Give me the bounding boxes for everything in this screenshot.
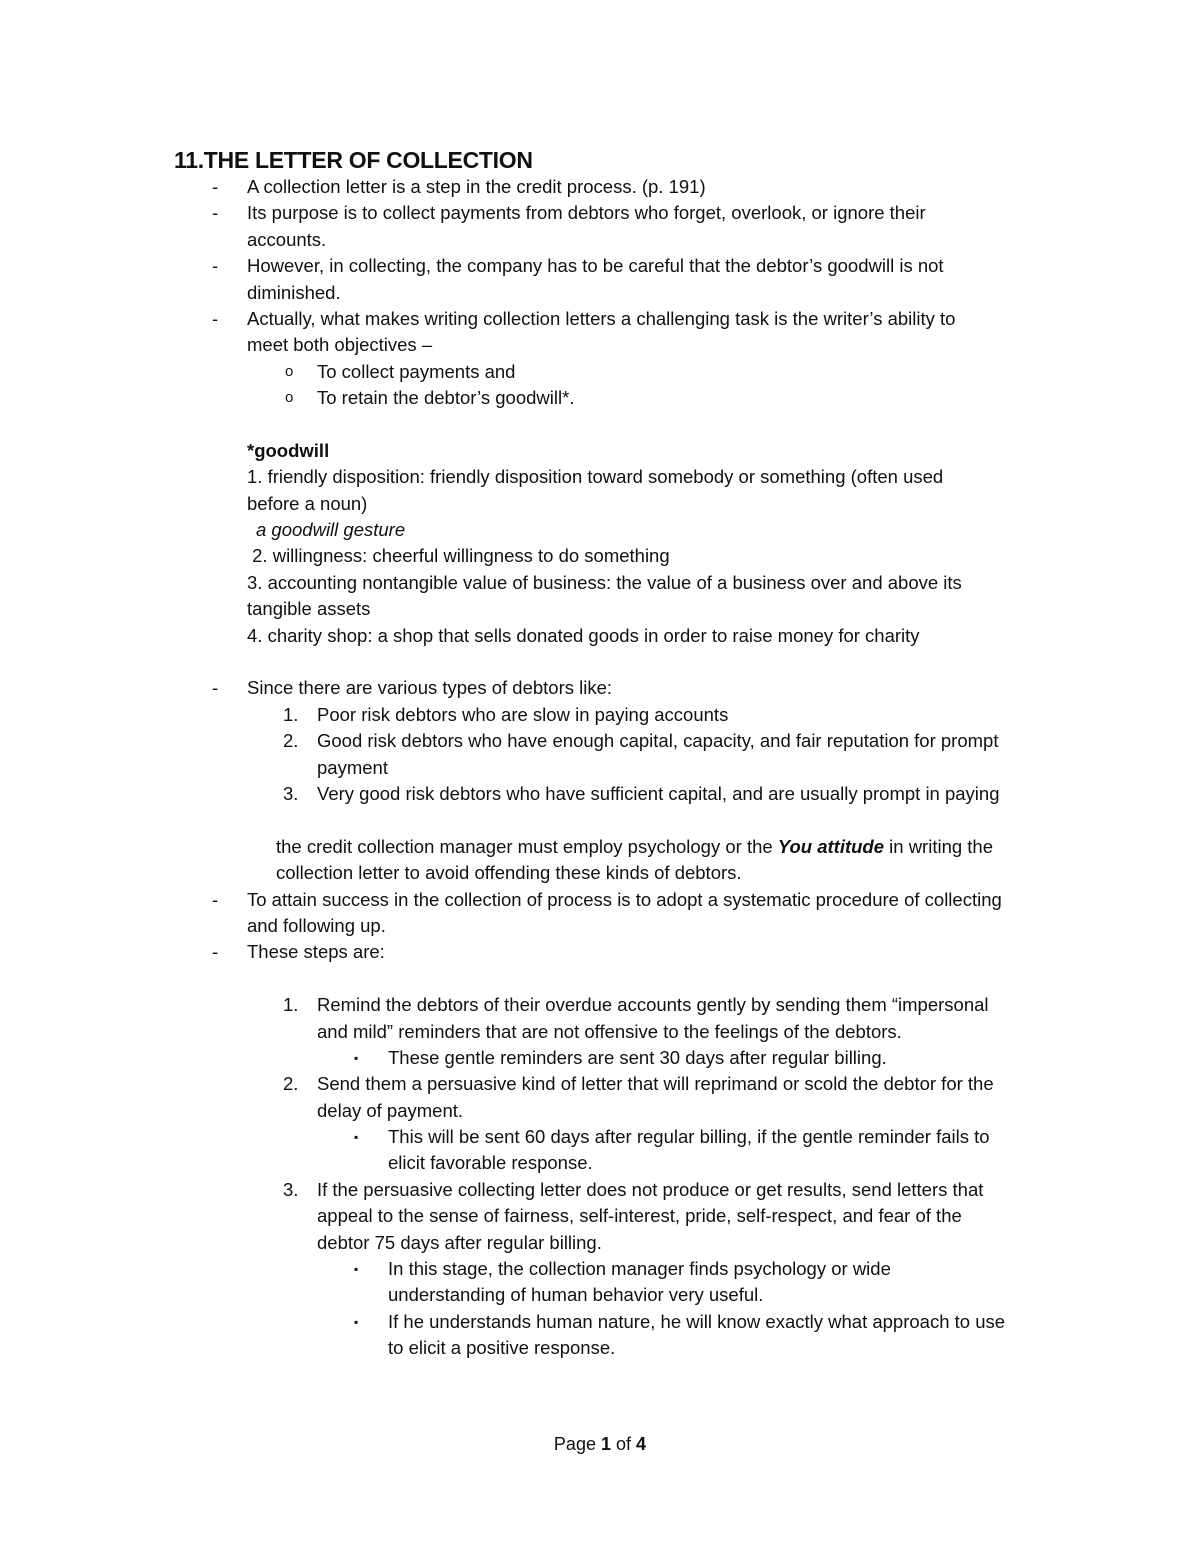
definition-example [0, 517, 1200, 543]
list-item [0, 675, 1200, 701]
list-item-text: Its purpose is to collect payments from debtors who forget, overlook, or ignore their [247, 202, 926, 224]
step-subitem-text: In this stage, the collection manager finds psychology or wide [388, 1258, 891, 1280]
page-footer [0, 1431, 1200, 1457]
list-item-text: A collection letter is a step in the credit process. (p. 191) [247, 176, 706, 197]
dash-bullet-icon: - [212, 941, 219, 963]
numbered-item-text: payment [317, 756, 388, 778]
step-subitem-text: elicit favorable response. [388, 1152, 593, 1174]
step-text: appeal to the sense of fairness, self-interest, pride, self-respect, and fear of the [317, 1205, 962, 1227]
definition-term: *goodwill [247, 439, 330, 461]
list-item-text: and following up. [247, 914, 386, 936]
list-item-text: These steps are: [247, 941, 385, 963]
step-text: Remind the debtors of their overdue accounts gently by sending them “impersonal [317, 994, 989, 1016]
item-number: 2. [283, 1073, 299, 1095]
page-title: 11.THE LETTER OF COLLECTION [174, 147, 533, 173]
paragraph-line [0, 834, 1200, 860]
objective-item [0, 359, 1200, 385]
document-body [0, 174, 1200, 1362]
step-subitem-continuation [0, 1150, 1200, 1176]
paragraph-text: the credit collection manager must employ psychology or the You attitude in writing the [276, 835, 994, 857]
list-item-continuation [0, 913, 1200, 939]
item-number: 2. [283, 730, 299, 752]
objective-text: To collect payments and [317, 360, 516, 382]
definition-line [0, 543, 1200, 569]
paragraph-text: collection letter to avoid offending these kinds of debtors. [276, 862, 742, 884]
page-word: Page [553, 1434, 596, 1454]
definition-line [0, 623, 1200, 649]
step-subitem-text: These gentle reminders are sent 30 days after regular billing. [388, 1046, 887, 1068]
dash-bullet-icon: - [212, 202, 219, 224]
square-bullet-icon: ▪ [354, 1130, 359, 1145]
dash-bullet-icon: - [212, 888, 219, 910]
numbered-item-continuation [0, 755, 1200, 781]
square-bullet-icon: ▪ [354, 1314, 359, 1329]
definition-text: before a noun) [247, 492, 368, 514]
list-item [0, 887, 1200, 913]
step-item-continuation [0, 1019, 1200, 1045]
square-bullet-icon: ▪ [354, 1262, 359, 1277]
definition-line [0, 464, 1200, 490]
item-number: 1. [283, 994, 299, 1016]
list-item-text: diminished. [247, 281, 341, 303]
numbered-item-text: Poor risk debtors who are slow in paying accounts [317, 703, 729, 725]
step-subitem-continuation [0, 1282, 1200, 1308]
objective-text: To retain the debtor’s goodwill*. [317, 387, 575, 409]
step-subitem-text: understanding of human behavior very useful. [388, 1284, 764, 1306]
step-subitem-continuation [0, 1335, 1200, 1361]
circle-bullet-icon: o [285, 389, 294, 407]
step-item-continuation [0, 1230, 1200, 1256]
list-item [0, 174, 1200, 200]
list-item [0, 253, 1200, 279]
definition-text: 2. willingness: cheerful willingness to do something [247, 545, 670, 567]
numbered-item-text: Very good risk debtors who have sufficient capital, and are usually prompt in paying [317, 782, 1000, 804]
step-text: and mild” reminders that are not offensive to the feelings of the debtors. [317, 1020, 902, 1042]
total-pages-number: 4 [636, 1434, 647, 1454]
step-text: Send them a persuasive kind of letter that will reprimand or scold the debtor for the [317, 1073, 994, 1095]
step-item-continuation [0, 1098, 1200, 1124]
step-subitem-text: If he understands human nature, he will know exactly what approach to use [388, 1310, 1006, 1332]
definition-text: tangible assets [247, 598, 371, 620]
dash-bullet-icon: - [212, 677, 219, 699]
step-subitem [0, 1045, 1200, 1071]
list-item [0, 939, 1200, 965]
list-item-continuation [0, 280, 1200, 306]
list-item-text: However, in collecting, the company has to be careful that the debtor’s goodwill is not [247, 255, 944, 277]
step-item [0, 1071, 1200, 1097]
step-subitem [0, 1309, 1200, 1335]
list-item [0, 200, 1200, 226]
list-item-text: Actually, what makes writing collection letters a challenging task is the writer’s ability to [247, 307, 956, 329]
step-subitem [0, 1124, 1200, 1150]
definition-line [0, 491, 1200, 517]
dash-bullet-icon: - [212, 255, 219, 277]
definition-line [0, 570, 1200, 596]
list-item-continuation [0, 332, 1200, 358]
square-bullet-icon: ▪ [354, 1050, 359, 1065]
definition-text: 3. accounting nontangible value of business: the value of a business over and above its [247, 571, 962, 593]
objective-item [0, 385, 1200, 411]
dash-bullet-icon: - [212, 176, 219, 197]
list-item-text: meet both objectives – [247, 334, 433, 356]
step-subitem-text: This will be sent 60 days after regular billing, if the gentle reminder fails to [388, 1126, 990, 1148]
dash-bullet-icon: - [212, 307, 219, 329]
list-item [0, 306, 1200, 332]
numbered-item [0, 702, 1200, 728]
definition-text: 1. friendly disposition: friendly disposition toward somebody or something (often used [247, 466, 944, 488]
definition-line [0, 596, 1200, 622]
list-item-text: accounts. [247, 228, 327, 250]
list-item-text: To attain success in the collection of process is to adopt a systematic procedure of collecting [247, 888, 1002, 910]
current-page-number: 1 [600, 1434, 611, 1454]
item-number: 1. [283, 703, 299, 725]
step-text: delay of payment. [317, 1099, 464, 1121]
goodwill-heading [0, 438, 1200, 464]
list-item-continuation [0, 227, 1200, 253]
item-number: 3. [283, 1178, 299, 1200]
step-item-continuation [0, 1203, 1200, 1229]
step-subitem [0, 1256, 1200, 1282]
step-text: If the persuasive collecting letter does not produce or get results, send letters that [317, 1178, 984, 1200]
item-number: 3. [283, 782, 299, 804]
definition-text: 4. charity shop: a shop that sells donated goods in order to raise money for charity [247, 624, 920, 646]
list-item-text: Since there are various types of debtors like: [247, 677, 613, 699]
step-item [0, 992, 1200, 1018]
example-text: a goodwill gesture [256, 519, 406, 541]
step-subitem-text: to elicit a positive response. [388, 1337, 616, 1359]
step-item [0, 1177, 1200, 1203]
numbered-item [0, 728, 1200, 754]
numbered-item-text: Good risk debtors who have enough capital, capacity, and fair reputation for prompt [317, 730, 999, 752]
step-text: debtor 75 days after regular billing. [317, 1231, 602, 1253]
circle-bullet-icon: o [285, 362, 294, 380]
emphasis-text: You attitude [777, 835, 885, 857]
numbered-item [0, 781, 1200, 807]
paragraph-line [0, 860, 1200, 886]
of-word: of [616, 1434, 632, 1454]
